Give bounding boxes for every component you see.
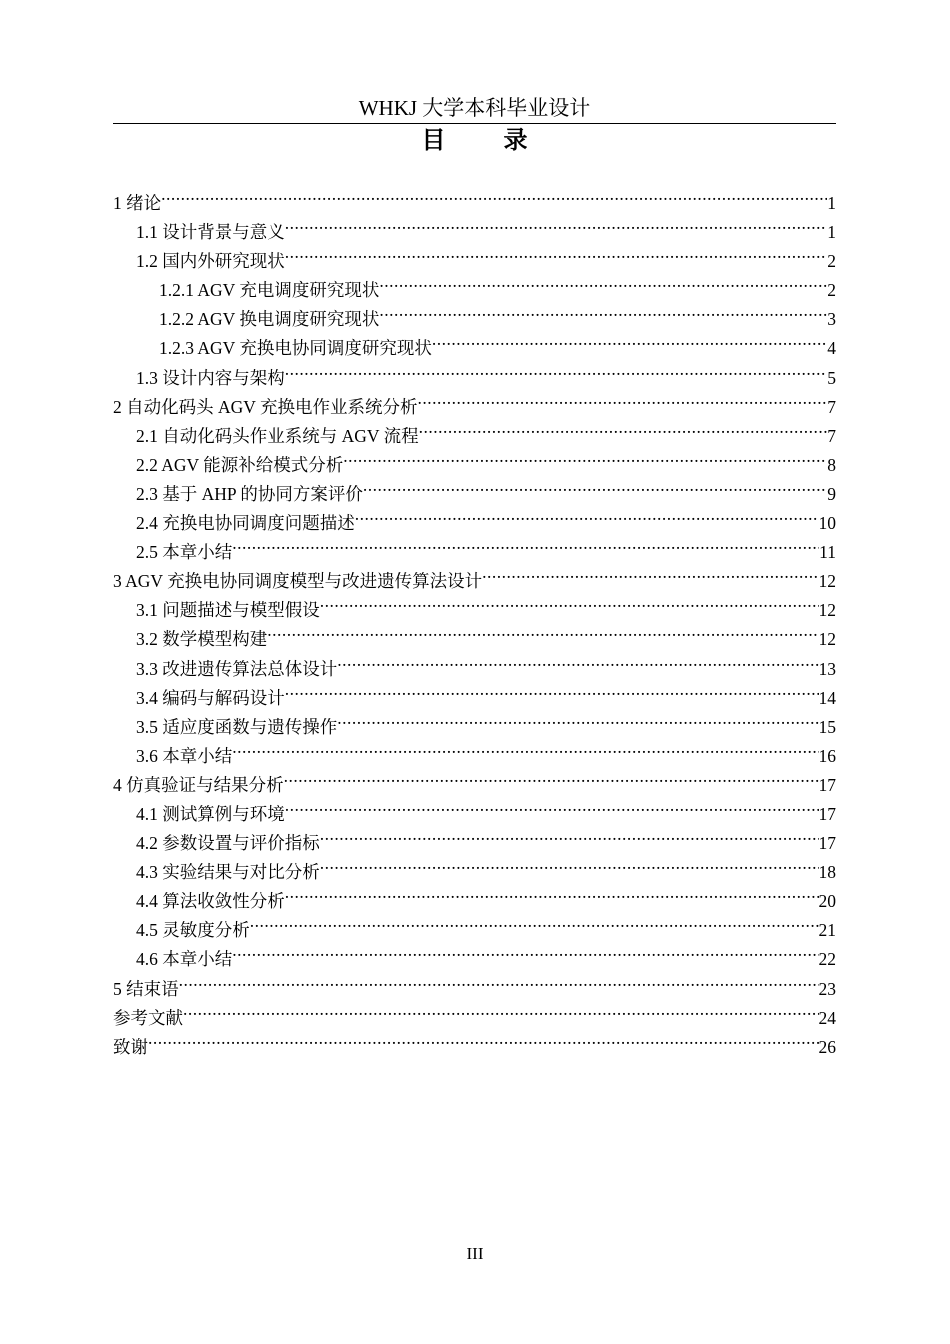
toc-dot-leader <box>355 500 819 529</box>
toc-entry-label: 3.6 本章小结 <box>136 745 233 766</box>
toc-dot-leader <box>183 995 819 1024</box>
toc-dot-leader <box>285 675 819 704</box>
toc-entry-page: 12 <box>818 629 836 650</box>
toc-entry-label: 致谢 <box>113 1036 148 1057</box>
toc-dot-leader <box>285 355 828 384</box>
toc-dot-leader <box>284 762 819 791</box>
running-header: WHKJ 大学本科毕业设计 <box>358 96 591 120</box>
toc-entry-page: 15 <box>818 716 836 737</box>
toc-entry-page: 2 <box>827 280 836 301</box>
toc-dot-leader <box>482 558 818 587</box>
toc-entry-page: 10 <box>818 513 836 534</box>
toc-entry-page: 14 <box>818 687 836 708</box>
toc-dot-leader <box>161 180 827 209</box>
toc-entry-page: 17 <box>818 803 836 824</box>
toc-entry-label: 2.4 充换电协同调度问题描述 <box>136 513 355 534</box>
toc-entry-label: 4 仿真验证与结果分析 <box>113 774 284 795</box>
toc-entry-label: 2.3 基于 AHP 的协同方案评价 <box>136 483 363 504</box>
toc-dot-leader <box>320 820 819 849</box>
toc-entry-page: 7 <box>827 425 836 446</box>
toc-entry-page: 24 <box>818 1007 836 1028</box>
toc-entry-page: 2 <box>827 251 836 272</box>
toc-entry-page: 26 <box>818 1036 836 1057</box>
toc-dot-leader <box>148 1024 819 1053</box>
toc-dot-leader <box>379 296 827 325</box>
toc-entry[interactable] <box>113 995 836 1028</box>
toc-entry-label: 2 自动化码头 AGV 充换电作业系统分析 <box>113 396 418 417</box>
toc-entry-label: 1.3 设计内容与架构 <box>136 367 285 388</box>
toc-entry-label: 1.2.1 AGV 充电调度研究现状 <box>159 280 380 301</box>
toc-entry-page: 12 <box>818 600 836 621</box>
toc-dot-leader <box>417 384 827 413</box>
toc-entry[interactable] <box>113 966 836 999</box>
toc-entry-page: 1 <box>827 222 836 243</box>
toc-entry-label: 1.2 国内外研究现状 <box>136 251 285 272</box>
toc-entry-label: 1 绪论 <box>113 193 162 213</box>
toc-dot-leader <box>419 413 828 442</box>
page-number: III <box>466 1244 484 1263</box>
toc-entry-label: 3 AGV 充换电协同调度模型与改进遗传算法设计 <box>113 571 483 592</box>
toc-entry-label: 1.2.2 AGV 换电调度研究现状 <box>159 309 380 330</box>
toc-entry-label: 4.4 算法收敛性分析 <box>136 891 285 912</box>
toc-dot-leader <box>432 325 827 354</box>
toc-entry-label: 1.1 设计背景与意义 <box>136 222 285 243</box>
toc-entry-label: 3.4 编码与解码设计 <box>136 687 285 708</box>
toc-title: 目 录 <box>421 128 554 154</box>
toc-dot-leader <box>232 936 818 965</box>
toc-entry-page: 11 <box>819 542 836 563</box>
toc-entry-label: 4.6 本章小结 <box>136 949 233 970</box>
toc-entry-page: 18 <box>818 862 836 883</box>
toc-dot-leader <box>285 238 828 267</box>
toc-entry-page: 16 <box>818 745 836 766</box>
toc-entry-page: 8 <box>827 454 836 475</box>
toc-entry-label: 5 结束语 <box>113 978 179 999</box>
toc-dot-leader <box>285 209 828 238</box>
toc-entry-label: 参考文献 <box>113 1007 183 1028</box>
toc-entry-label: 2.5 本章小结 <box>136 542 233 563</box>
toc-entry-page: 20 <box>818 891 836 912</box>
toc-dot-leader <box>337 646 818 675</box>
toc-entry-label: 3.2 数学模型构建 <box>136 629 268 650</box>
toc-dot-leader <box>179 966 819 995</box>
toc-entry-label: 3.3 改进遗传算法总体设计 <box>136 658 338 679</box>
toc-entry-page: 17 <box>818 774 836 795</box>
toc-entry-label: 2.1 自动化码头作业系统与 AGV 流程 <box>136 425 419 446</box>
toc-entry-label: 4.2 参数设置与评价指标 <box>136 833 320 854</box>
toc-dot-leader <box>232 733 818 762</box>
toc-entry-page: 4 <box>827 338 836 359</box>
toc-entry-page: 7 <box>827 396 836 417</box>
toc-entry-page: 13 <box>818 658 836 679</box>
toc-entry-label: 3.1 问题描述与模型假设 <box>136 600 320 621</box>
toc-dot-leader <box>285 791 819 820</box>
toc-dot-leader <box>343 442 827 471</box>
toc-entry-page: 17 <box>818 833 836 854</box>
toc-entry-label: 1.2.3 AGV 充换电协同调度研究现状 <box>159 338 432 359</box>
toc-entry-page: 21 <box>818 920 836 941</box>
toc-dot-leader <box>337 704 818 733</box>
toc-entry-label: 4.3 实验结果与对比分析 <box>136 862 320 883</box>
toc-dot-leader <box>379 267 827 296</box>
toc-entry-page: 12 <box>818 571 836 592</box>
toc-dot-leader <box>363 471 827 500</box>
toc-dot-leader <box>232 529 819 558</box>
toc-dot-leader <box>285 878 819 907</box>
toc-entry-label: 4.1 测试算例与环境 <box>136 803 285 824</box>
table-of-contents <box>113 180 836 1057</box>
toc-entry-page: 23 <box>818 978 836 999</box>
toc-entry-page: 5 <box>827 367 836 388</box>
toc-entry[interactable] <box>113 1024 836 1057</box>
toc-entry-page: 3 <box>827 309 836 330</box>
toc-entry-page: 22 <box>818 949 836 970</box>
toc-dot-leader <box>267 616 818 645</box>
toc-entry-label: 4.5 灵敏度分析 <box>136 920 250 941</box>
toc-entry-label: 2.2 AGV 能源补给模式分析 <box>136 454 344 475</box>
toc-entry[interactable] <box>113 209 836 243</box>
toc-dot-leader <box>320 587 819 616</box>
toc-entry-page: 9 <box>827 483 836 504</box>
toc-entry[interactable] <box>113 180 836 213</box>
toc-entry-label: 3.5 适应度函数与遗传操作 <box>136 716 338 737</box>
toc-entry-page: 1 <box>827 193 836 213</box>
toc-dot-leader <box>320 849 819 878</box>
toc-dot-leader <box>250 907 819 936</box>
